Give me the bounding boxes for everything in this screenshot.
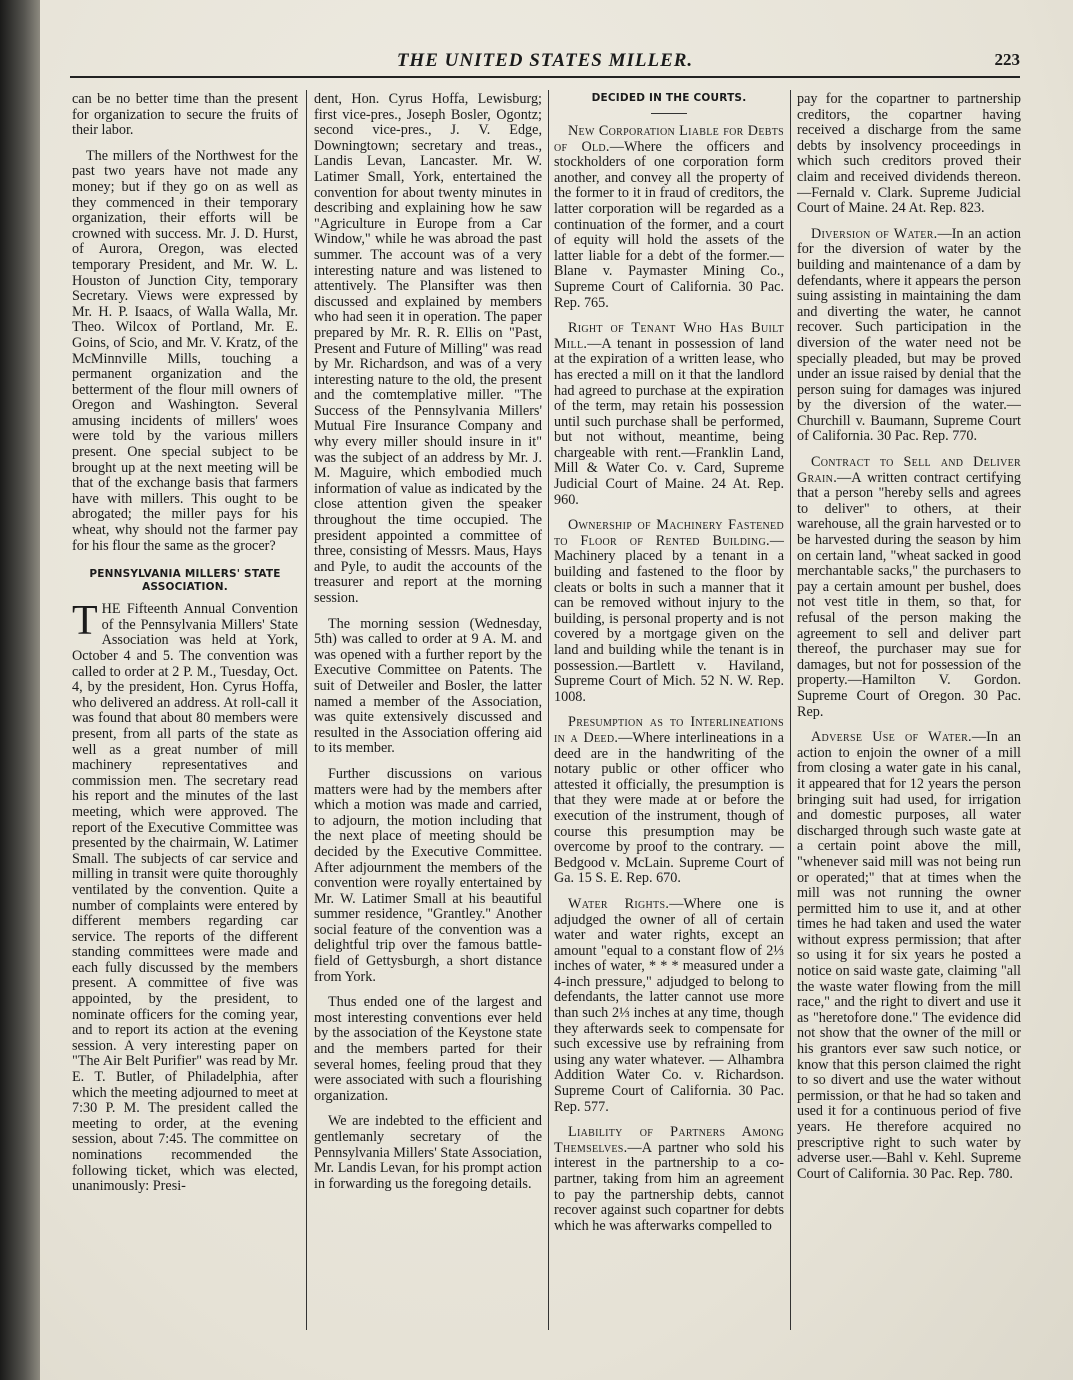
paragraph: pay for the copartner to partnership creditors, the copartner having received a discharge from the same debts by insolvency proceedings in which such creditors proved their claim and received dividends thereon.—Fernald v. Clark. Supreme Judicial Court of Maine. 24 At. Rep. 823. (797, 92, 1021, 217)
column-1 (72, 92, 298, 1332)
case-body: — Machinery placed by a tenant in a building and fastened to the floor by cleats or bolts in such a manner that it can be removed without injury to the building, is personal property and is not covered by a mortgage given on the land and building while the tenant is in possession.—Bartlett v. Haviland, Supreme Court of Mich. 52 N. W. Rep. 1008. (554, 532, 784, 705)
column-4 (797, 92, 1021, 1332)
case-body: —Where one is adjudged the owner of all of certain water and water rights, except an amount "equal to a constant flow of 2⅓ inches of water, * * * measured under a 4-inch pressure," adjudged to belong to defendants, the latter cannot use more than such 2⅓ inches at any time, though they afterwards seek to compensate for such excessive use by refraining from using any water whatever. — Alhambra Addition Water Co. v. Richardson. Supreme Court of California. 30 Pac. Rep. 577. (554, 895, 784, 1115)
paragraph (72, 598, 298, 1195)
paragraph: The morning session (Wednesday, 5th) was called to order at 9 A. M. and was opened with a further report by the Executive Committee on Patents. The suit of Detweiler and Bosler, the latter named a member of the Association, was quite extensively discussed and resulted in the Association offering aid to its member. (314, 615, 542, 757)
case-entry (554, 124, 784, 311)
case-body: —Where interlineations in a deed are in the handwriting of the notary public or other officer who attested it officially, the presumption is that they were made at or before the execution of the instrument, though of course this presumption may be overcome by proof to the contrary. —Bedgood v. McLain. Supreme Court of Ga. 15 S. E. Rep. 670. (554, 729, 784, 887)
paragraph: The millers of the Northwest for the past two years have not made any money; but if they go on as well as they commenced in their temporary organization, their efforts will be crowned with success. Mr. J. D. Hurst, of Aurora, Oregon, was elected temporary President, and Mr. W. L. Houston of Junction City, temporary Secretary. Views were expressed by Mr. H. P. Isaacs, of Walla Walla, Mr. Theo. Wilcox of Portland, Mr. E. Goins, of Scio, and Mr. V. Kratz, of the McMinnville Mills, touching a permanent organization and the betterment of the flour mill owners of Oregon and Washington. Several amusing incidents of millers' woes were told by the various millers present. One special subject to be brought up at the next meeting will be that of the exchange basis that farmers have with millers. This ought to be abrogated; the miller pays for his wheat, why should not the farmer pay for his flour the same as the grocer? (72, 147, 298, 554)
column-2 (314, 92, 542, 1332)
running-title: THE UNITED STATES MILLER. (396, 50, 694, 71)
paragraph: dent, Hon. Cyrus Hoffa, Lewisburg; first vice-pres., Joseph Bosler, Ogontz; second vice-pres., J. V. Edge, Downingtown; secretary and treas., Landis Levan, Lancaster. Mr. W. Latimer Small, York, entertained the convention for about twenty minutes in describing and explaining how he saw "Agriculture in Europe from a Car Window," while he was abroad the past summer. The account was of a very interesting nature and was listened to attentively. The Plansifter was then discussed and explained by members who had seen it in operation. The paper prepared by Mr. R. R. Ellis on "Past, Present and Future of Milling" was read by Mr. Richardson, and was of a very interesting nature to the old, the present and the comtemplative miller. "The Success of the Pennsylvania Millers' Mutual Fire Insurance Company and why every miller should insure in it" was the subject of an address by Mr. J. M. Maguire, which embodied much information of value as indicated by the close attention given the speaker throughout the time occupied. The president appointed a committee of three, consisting of Messrs. Maus, Hays and Pyle, to audit the accounts of the treasurer and report at the morning session. (314, 92, 542, 606)
column-3 (554, 92, 784, 1332)
book-gutter (0, 0, 40, 1380)
case-title: Adverse Use of Water. (811, 729, 972, 746)
case-title: Presumption as to Interlineations in a Deed. (554, 714, 784, 746)
paragraph: Further discussions on various matters were had by the members after which a motion was made and carried, to adjourn, the motion including that the next place of meeting should be decided by the Executive Committee. After adjournment the members of the convention were royally entertained by Mr. W. Latimer Small at his beautiful summer residence, "Grantley." Another social feature of the convention was a delightful trip over the famous battle-field of Gettysburgh, a short distance from York. (314, 765, 542, 985)
column-rule (306, 90, 307, 1330)
page-header (70, 50, 1020, 78)
newspaper-page (40, 0, 1073, 1380)
column-rule (548, 90, 549, 1330)
case-body: —A written contract certifying that a person "hereby sells and agrees to deliver" to others, at their warehouse, all the grain harvested or to be harvested during the season by him on certain land, "wheat sacked in good merchantable sacks," the purchasers to pay a certain amount per bushel, does not vest title in them, so that, for refusal of the person making the agreement to sell and deliver part thereof, the purchaser may sue for damages, but not for possession of the property.—Hamilton V. Gordon. Supreme Court of Oregon. 30 Pac. Rep. (797, 469, 1021, 720)
paragraph-text: HE Fifteenth Annual Convention of the Pennsylvania Millers' State Association was held at York, October 4 and 5. The convention was called to order at 2 P. M., Tuesday, Oct. 4, by the president, Hon. Cyrus Hoffa, who delivered an address. At roll-call it was found that about 80 members were present, from all parts of the state as well as a great number of mill machinery representatives and commission men. The secretary read his report and the minutes of the last meeting, which were approved. The report of the Executive Committee was presented by the chairmain, W. Latimer Small. The subjects of car service and milling in transit were quite thoroughly ventilated by the convention. Quite a number of complaints were entered by different members regarding car service. The reports of the different standing committees were made and each fully discussed by the members present. A committee of five was appointed, by the president, to nominate officers for the coming year, and to report its action at the evening session. A very interesting paper on "The Air Belt Purifier" was read by Mr. E. T. Butler, of Philadelphia, after which the meeting adjourned to meet at 7:30 P. M. The president called the meeting to order, at the evening session, about 7:45. The committee on nominations recommended the following ticket, which was elected, unanimously: Presi- (72, 601, 298, 1195)
case-title: Right of Tenant Who Has Built Mill. (554, 320, 784, 352)
case-entry (797, 455, 1021, 720)
case-body: —In an action for the diversion of water by the building and maintenance of a dam by defendants, where it appears the person suing assisting in maintaining the dam and diverting the water, he cannot recover. Such participation in the diversion of the water need not be specially pleaded, but may be proved under an issue raised by denial that the person suing for damages was injured by the diversion of the water.—Churchill v. Baumann, Supreme Court of California. 30 Pac. Rep. 770. (797, 225, 1021, 445)
case-entry (797, 730, 1021, 1182)
case-body: —A partner who sold his interest in the partnership to a co-partner, taking from him an agreement to pay the partnership debts, cannot recover against such copartner for debts which he was afterwarks compelled to (554, 1139, 784, 1234)
page-number: 223 (994, 50, 1020, 69)
case-body: —Where the officers and stockholders of one corporation form another, and convey all the property of the former to it in fraud of creditors, the latter corporation will be regarded as a continuation of the former, and a court of equity will hold the assets of the latter liable for a debt of the former.—Blane v. Paymaster Mining Co., Supreme Court of California. 30 Pac. Rep. 765. (554, 138, 784, 311)
case-entry (554, 321, 784, 508)
case-body: —In an action to enjoin the owner of a mill from closing a water gate in his canal, it appeared that for 12 years the person bringing suit had used, for irrigation and domestic purposes, all water discharged through such waste gate at a certain point above the mill, "whenever said mill was not being run or operated;" that at times when the mill was not running the owner permitted him to use it, and at other times he had taken and used the water without express permission; that after so using it for six years he posted a notice on said waste gate, claiming "all the waste water flowing from the mill race," and the right to divert and use it as "heretofore done." The evidence did not show that the owner of the mill or his grantors ever saw such notice, or know that this person claimed the right to so divert and use the water without permission, or that he had so taken and used it for a continuous period of five years. He therefore acquired no prescriptive right to such water by adverse user.—Bahl v. Kehl. Supreme Court of California. 30 Pac. Rep. 780. (797, 729, 1021, 1182)
case-title: New Corporation Liable for Debts of Old. (554, 123, 784, 155)
case-entry (554, 715, 784, 887)
section-heading: DECIDED IN THE COURTS. (591, 92, 747, 104)
case-title: Ownership of Machinery Fastened to Floor of Rented Building. (554, 517, 784, 549)
paragraph: We are indebted to the efficient and gentlemanly secretary of the Pennsylvania Millers' State Association, Mr. Landis Levan, for his prompt action in forwarding us the foregoing details. (314, 1113, 542, 1192)
heading-rule (651, 113, 687, 114)
column-rule (790, 90, 791, 1330)
case-title: Liability of Partners Among Themselves. (554, 1124, 784, 1156)
case-body: —A tenant in possession of land at the expiration of a written lease, who has erected a mill on it that the landlord had agreed to purchase at the expiration of the term, may retain his possession until such purchase shall be performed, but not without, meantime, being chargeable with rent.—Franklin Land, Mill & Water Co. v. Card, Supreme Judicial Court of Maine. 24 At. Rep. 960. (554, 335, 784, 508)
case-title: Diversion of Water. (811, 225, 938, 242)
case-title: Contract to Sell and Deliver Grain. (797, 454, 1021, 486)
case-entry (554, 897, 784, 1115)
case-entry (554, 518, 784, 705)
drop-cap: T (72, 598, 98, 645)
section-heading: PENNSYLVANIA MILLERS' STATE ASSOCIATION. (89, 568, 281, 594)
paragraph: can be no better time than the present for organization to secure the fruits of their labor. (72, 92, 298, 139)
case-title: Water Rights. (568, 895, 670, 912)
case-entry (797, 227, 1021, 445)
case-entry (554, 1125, 784, 1234)
paragraph: Thus ended one of the largest and most interesting conventions ever held by the association of the Keystone state and the members parted for their several homes, feeling proud that they were associated with such a flourishing organization. (314, 994, 542, 1104)
